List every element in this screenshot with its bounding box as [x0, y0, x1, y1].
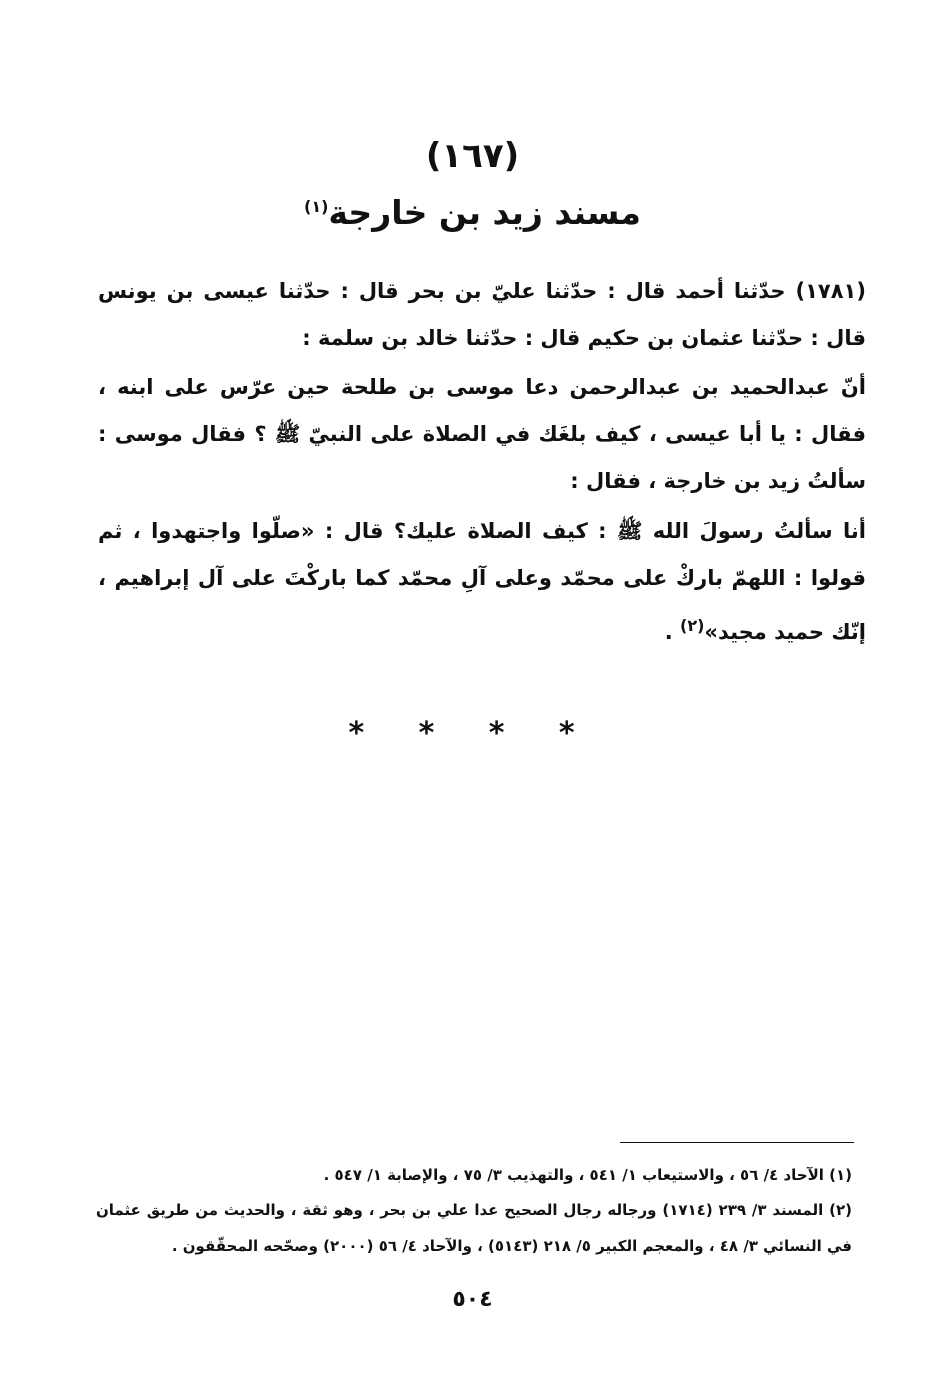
hadith-paragraph-2-text: أنا سألتُ رسولَ الله ﷺ : كيف الصلاة عليك؟ قال : «صلّوا واجتهدوا ، ثم قولوا : اللهمّ باركْ على محمّد وعلى آلِ محمّد كما باركْتَ على آل إبراهيم ، إنّك حميد مجيد»	[98, 519, 866, 644]
chapter-title	[0, 193, 945, 232]
hadith-paragraph-1: أنّ عبدالحميد بن عبدالرحمن دعا موسى بن طلحة حين عرّس على ابنه ، فقال : يا أبا عيسى ، كيف بلغَك في الصلاة على النبيّ ﷺ ؟ فقال موسى : سألتُ زيد بن خارجة ، فقال :	[98, 375, 866, 493]
footnote-ref-1: (١)	[304, 197, 329, 216]
footnote-1: (١) الآحاد ٤/ ٥٦ ، والاستيعاب ١/ ٥٤١ ، والتهذيب ٣/ ٧٥ ، والإصابة ١/ ٥٤٧ .	[323, 1166, 852, 1184]
section-separator: * * * *	[348, 716, 597, 751]
footnote-ref-2: (٢)	[680, 616, 705, 635]
isnad-text: حدّثنا أحمد قال : حدّثنا عليّ بن بحر قال : حدّثنا عيسى بن يونس قال : حدّثنا عثمان بن حكيم قال : حدّثنا خالد بن سلمة :	[98, 279, 866, 350]
hadith-paragraph-2	[98, 508, 866, 656]
hadith-isnad	[98, 268, 866, 362]
footnote-divider	[620, 1142, 854, 1143]
footnote-2: (٢) المسند ٣/ ٢٣٩ (١٧١٤) ورجاله رجال الصحيح عدا علي بن بحر ، وهو ثقة ، والحديث من طريق عثمان في النسائي ٣/ ٤٨ ، والمعجم الكبير ٥/ ٢١٨ (٥١٤٣) ، والآحاد ٤/ ٥٦ (٢٠٠٠) وصحّحه المحقّقون .	[96, 1201, 852, 1255]
chapter-number: (١٦٧)	[425, 136, 520, 176]
chapter-title-text: مسند زيد بن خارجة	[328, 193, 641, 232]
hadith-number: (١٧٨١)	[795, 279, 866, 303]
page-number: ٥٠٤	[452, 1287, 493, 1312]
hadith-paragraph-2-end: .	[664, 620, 681, 644]
